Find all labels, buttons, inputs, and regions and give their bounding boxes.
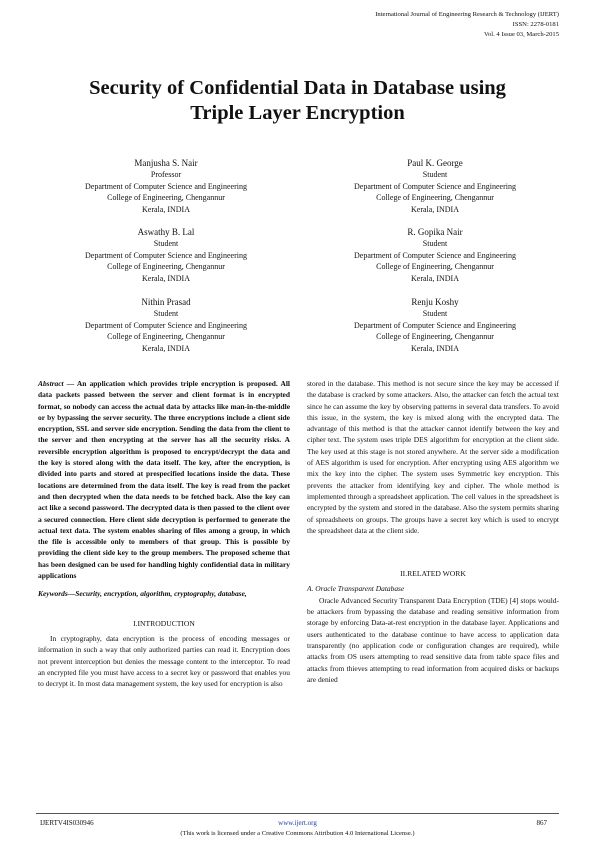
author-block: [66, 296, 266, 354]
journal-issn: ISSN: 2278-0181: [512, 21, 559, 28]
author-department: Department of Computer Science and Engineering: [85, 320, 247, 330]
author-block: [66, 226, 266, 284]
section-heading-introduction: I.INTRODUCTION: [133, 618, 195, 628]
author-role: Student: [422, 170, 448, 179]
footer-divider: [36, 813, 559, 814]
author-college: College of Engineering, Chengannur: [107, 193, 225, 202]
author-name: Aswathy B. Lal: [137, 227, 195, 237]
author-department: Department of Computer Science and Engineering: [354, 250, 516, 260]
abstract-text: — An application which provides triple encryption is proposed. All data packets passed between the server and client format is in encrypted format, so nobody can access the actual data by attacks like man-in-the-middle or by bypassing the server security. The three encryptions include a client side encryption, SSL and server side encryption. Sending the data from the client to the server and then encrypting at the server has all the security risks. A reversible encryption algorithm is proposed to encrypt/decrypt the data and the key is stored along with the data itself. The key, after the encryption, is divided into parts and stored at prespecified locations inside the data. These locations are determined from the data itself. The key is read from the packet and then decrypted when the data needs to be fetched back. Also the key can act like a second password. The decrypted data is then passed to the client over a secured connection. Here client side decryption is performed to generate the actual text data. The system enables sharing of files among a group, in which the file is accessible only to members of that group. This is possible by providing the client side key to the group members. The proposed scheme that has been designed can be used for handling highly confidential data in military applications: [38, 379, 290, 581]
author-name: Paul K. George: [407, 158, 463, 168]
author-college: College of Engineering, Chengannur: [376, 262, 494, 271]
author-department: Department of Computer Science and Engineering: [354, 320, 516, 330]
author-location: Kerala, INDIA: [411, 273, 459, 283]
abstract: [38, 378, 290, 581]
journal-name: International Journal of Engineering Research & Technology (IJERT): [375, 11, 559, 18]
author-college: College of Engineering, Chengannur: [107, 262, 225, 271]
abstract-label: Abstract: [38, 379, 64, 388]
journal-header: [375, 10, 559, 40]
author-block: [66, 157, 266, 215]
footer-paper-id: IJERTV4IS030946: [40, 819, 94, 827]
author-block: [335, 157, 535, 215]
author-college: College of Engineering, Chengannur: [376, 193, 494, 202]
author-name: Nithin Prasad: [141, 297, 191, 307]
page-number: 867: [536, 819, 547, 827]
journal-volume: Vol. 4 Issue 03, March-2015: [484, 31, 559, 38]
body-paragraph: stored in the database. This method is not secure since the key may be accessed if the database is cracked by some attackers. Also, the attacker can fetch the actual text since he can assume the key by observing patterns in several data transfers. To avoid this issue, in the system, the key is mixed along with the encrypted data. The advantage of this method is that the attacker cannot identify between the key and cipher text. The system uses triple DES algorithm for encryption at the client side. The key used at this stage is not stored anywhere. At the server side a modification of AES algorithm is used for encryption. After encrypting using AES algorithm we mix the key into the cipher. The system uses Symmetric key encryption. This prevents the attacker from identifying key and cipher. The whole method is implemented through a spreadsheet application. The cell values in the spreadsheet is encrypted by the system and stored in the database. Also the system permits sharing of spreadsheets on groups. The groups have a secret key which is used to encrypt the spreadsheet data at the client side.: [307, 379, 559, 535]
keywords: Keywords—Security, encryption, algorithm, cryptography, database,: [38, 589, 247, 599]
subsection-heading: A. Oracle Transparent Database: [307, 584, 405, 594]
author-name: R. Gopika Nair: [407, 227, 463, 237]
author-role: Student: [153, 239, 179, 248]
author-role: Student: [422, 309, 448, 318]
author-role: Professor: [150, 170, 182, 179]
author-role: Student: [422, 239, 448, 248]
left-column: [38, 378, 290, 689]
author-role: Student: [153, 309, 179, 318]
footer-website-link[interactable]: www.ijert.org: [278, 819, 317, 827]
author-block: [335, 226, 535, 284]
section-heading-related-work: II.RELATED WORK: [400, 569, 466, 579]
author-block: [335, 296, 535, 354]
author-college: College of Engineering, Chengannur: [376, 332, 494, 341]
author-location: Kerala, INDIA: [411, 343, 459, 353]
author-location: Kerala, INDIA: [142, 343, 190, 353]
right-column: [307, 378, 559, 685]
related-work-paragraph: Oracle Advanced Security Transparent Data Encryption (TDE) [4] stops would-be attackers from bypassing the database and reading sensitive information from storage by enforcing Data-at-rest encryption in the database layer. Applications and users authenticated to the database continue to have access to application data transparently (no application code or configuration changes are required), while attacks from OS users attempting to read sensitive data from table space files and attacks from thieves attempting to read information from acquired disks or backups are denied: [307, 595, 559, 684]
author-department: Department of Computer Science and Engineering: [85, 250, 247, 260]
paper-title: [36, 76, 559, 126]
introduction-paragraph: In cryptography, data encryption is the process of encoding messages or information in such a way that only authorized parties can read it. Encryption does not prevent interception but denies the message content to the interceptor. To read an encrypted file you must have access to a secret key or password that enables you to decrypt it. In most data management system, the key used for encryption is also: [38, 633, 290, 689]
author-department: Department of Computer Science and Engineering: [85, 181, 247, 191]
author-name: Renju Koshy: [411, 297, 459, 307]
license-notice: (This work is licensed under a Creative Commons Attribution 4.0 International License.): [180, 830, 415, 837]
author-location: Kerala, INDIA: [142, 273, 190, 283]
author-location: Kerala, INDIA: [142, 204, 190, 214]
author-college: College of Engineering, Chengannur: [107, 332, 225, 341]
author-name: Manjusha S. Nair: [134, 158, 198, 168]
title-line-1: Security of Confidential Data in Database using: [89, 77, 506, 99]
author-department: Department of Computer Science and Engineering: [354, 181, 516, 191]
title-line-2: Triple Layer Encryption: [190, 102, 405, 124]
author-location: Kerala, INDIA: [411, 204, 459, 214]
